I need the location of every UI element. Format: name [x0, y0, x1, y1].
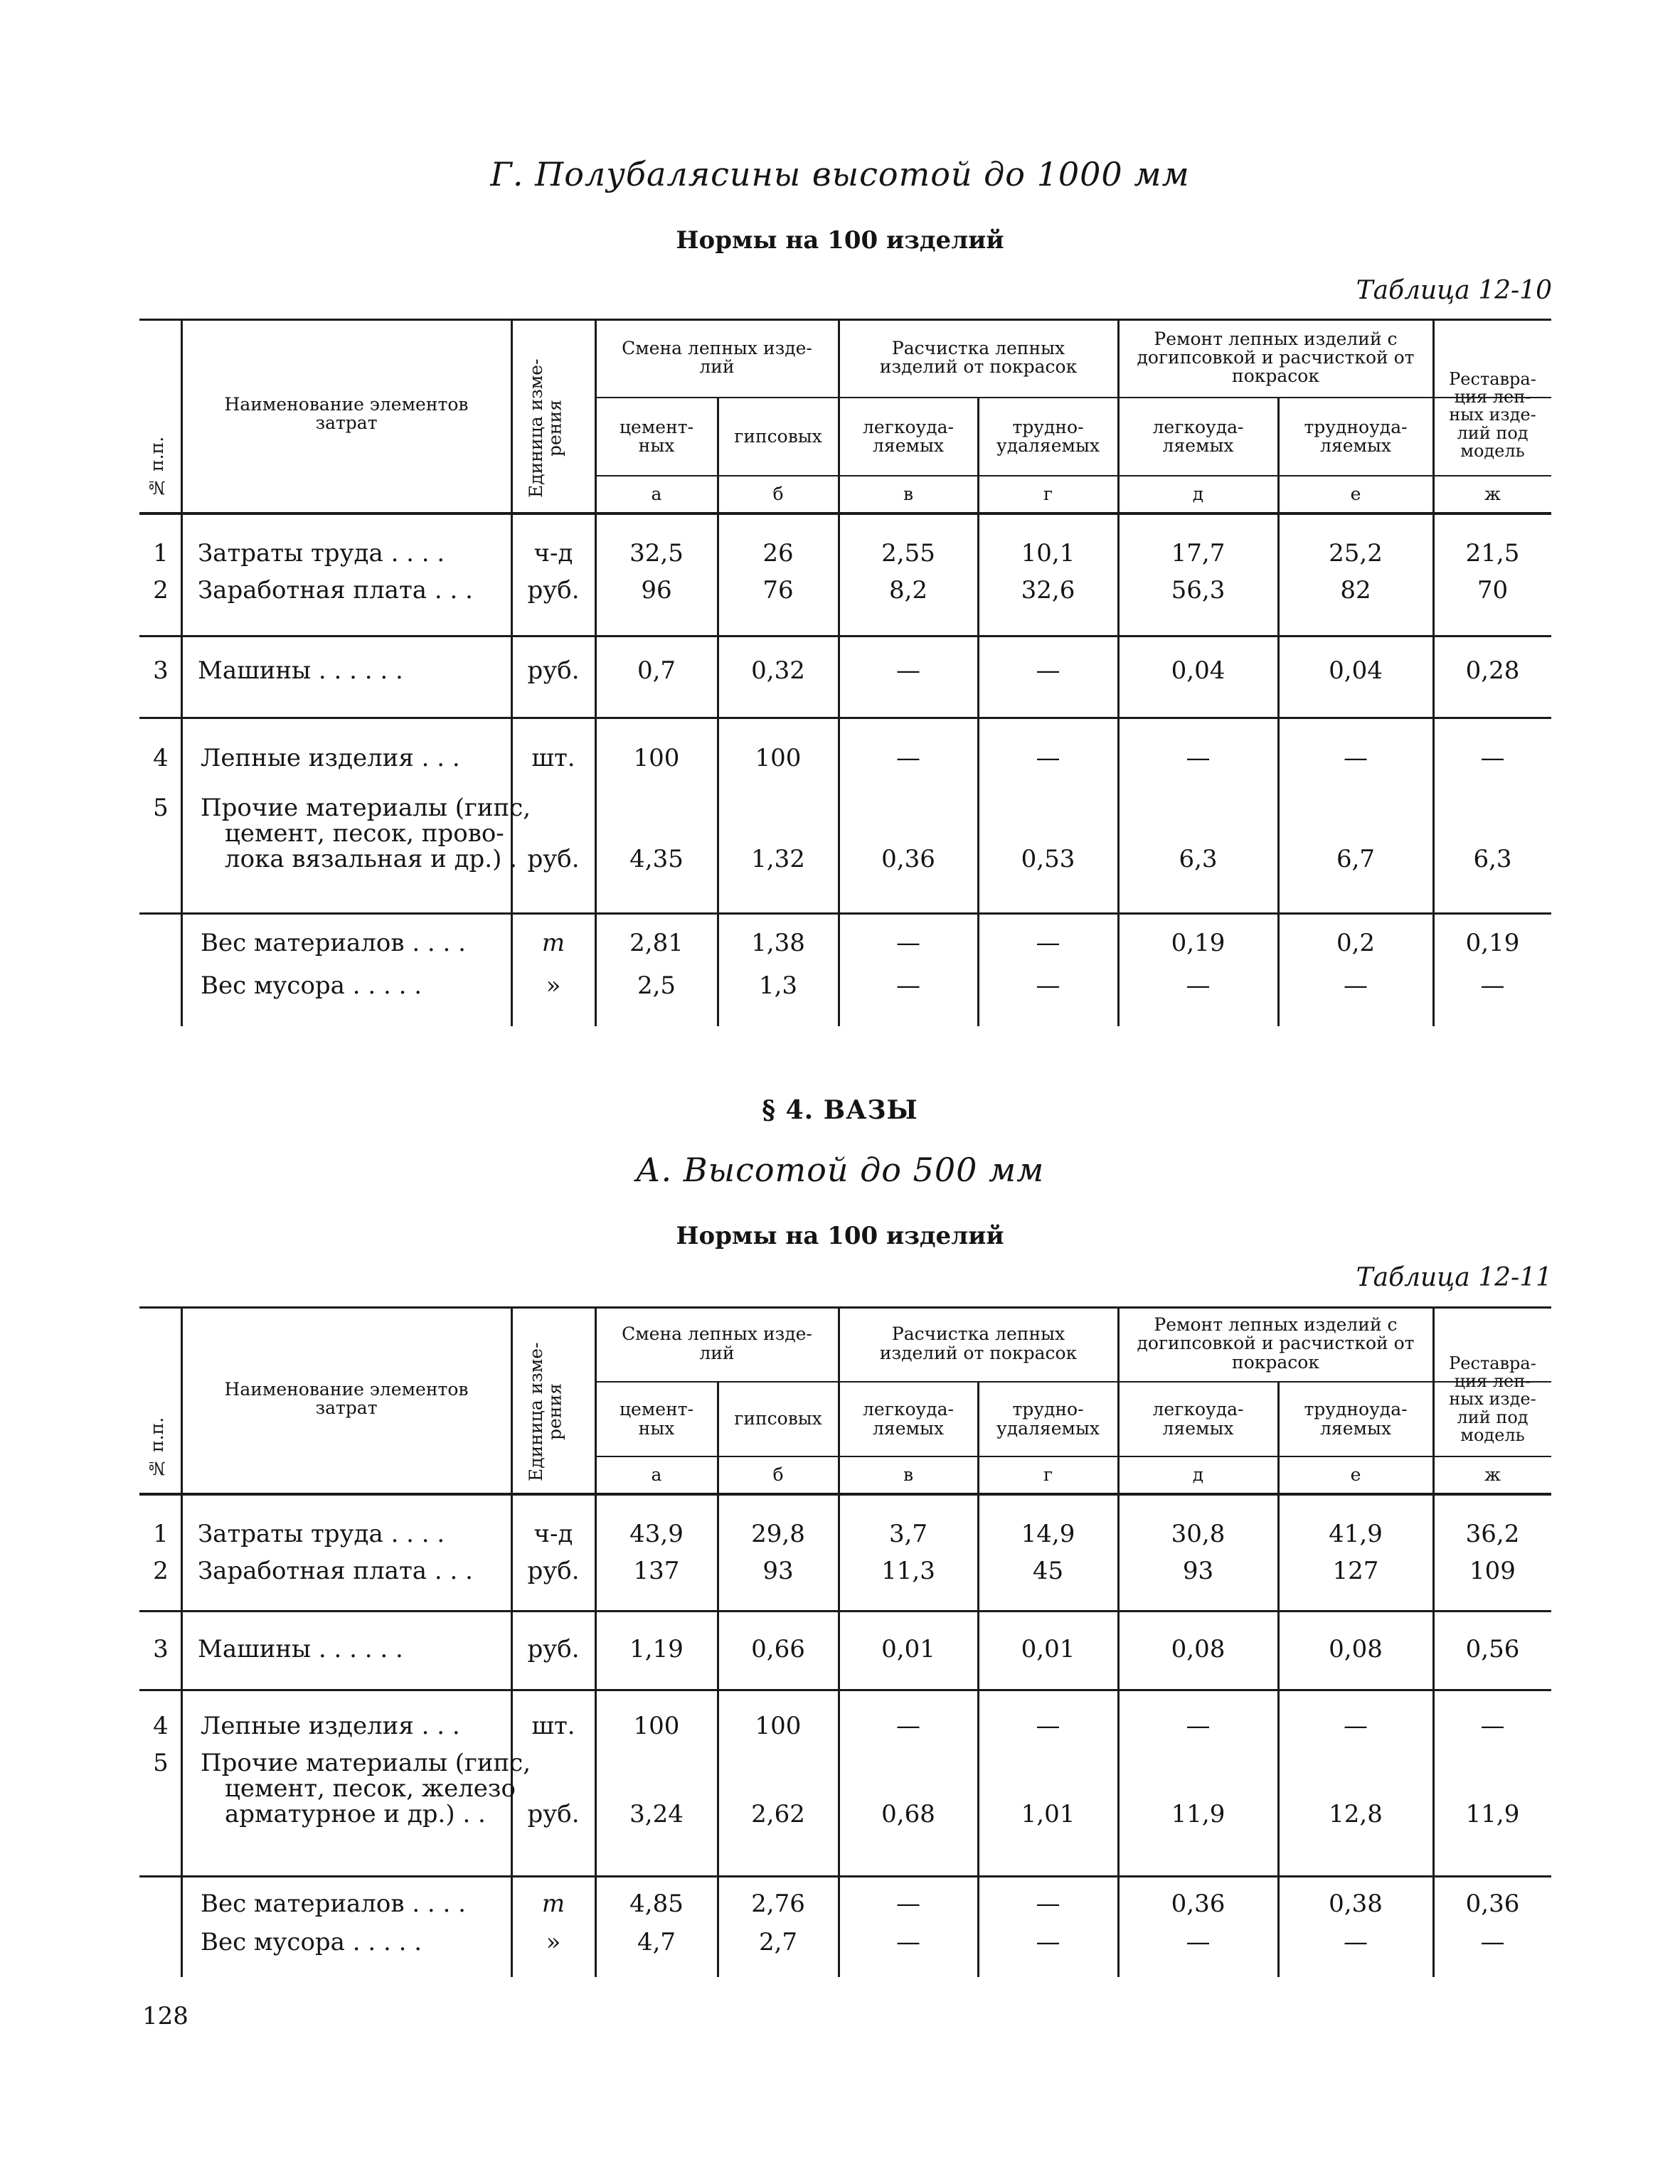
row-number: 4: [153, 744, 169, 772]
row-other-name-3: арматурное и др.) . .: [225, 1800, 486, 1828]
table-cell: 11,9: [1171, 1800, 1226, 1828]
table-cell: 1,38: [751, 929, 805, 957]
header-sub-cement: цемент-ных: [619, 1399, 694, 1439]
table-cell: 0,7: [637, 656, 676, 685]
table-cell: 6,7: [1336, 845, 1376, 873]
table-cell: 36,2: [1465, 1520, 1520, 1548]
table-cell: 0,68: [881, 1800, 935, 1828]
unit-weight: т: [541, 929, 565, 957]
header-sub-hard: трудно-удаляемых: [996, 1399, 1100, 1439]
unit-wage: руб.: [527, 576, 580, 604]
col-letter-b: б: [772, 483, 784, 504]
table-cell: 32,6: [1021, 576, 1075, 604]
row-number: 4: [153, 1712, 169, 1740]
table-cell: 70: [1477, 576, 1509, 604]
unit-molded: шт.: [531, 744, 575, 772]
col-letter-b: б: [772, 1464, 784, 1485]
table-cell: 100: [755, 744, 802, 772]
table-cell: 26: [762, 539, 794, 568]
table-cell: 1,01: [1021, 1800, 1075, 1828]
page-number: 128: [142, 2002, 188, 2030]
table-cell: 21,5: [1465, 539, 1520, 568]
unit-machines: руб.: [527, 656, 580, 685]
col-letter-e: е: [1350, 483, 1361, 504]
table-cell: 0,28: [1465, 656, 1520, 685]
row-wage-name: Заработная плата . . .: [198, 1557, 473, 1585]
header-group-replace: Смена лепных изде-лий: [622, 1323, 812, 1363]
row-weight-debris-name: Вес мусора . . . . .: [201, 971, 422, 1000]
row-wage-name: Заработная плата . . .: [198, 576, 473, 604]
table-cell: —: [1480, 1712, 1505, 1740]
header-sub-easy: легкоуда-ляемых: [863, 416, 954, 456]
table-cell: —: [1186, 971, 1211, 1000]
table-cell: 1,32: [751, 845, 805, 873]
table-number-12-10: Таблица 12-10: [1356, 276, 1552, 305]
table-cell: —: [1036, 1890, 1060, 1918]
table-cell: —: [896, 971, 920, 1000]
table-cell: —: [1036, 744, 1060, 772]
row-number: 5: [153, 1749, 169, 1777]
row-number: 1: [153, 539, 169, 568]
table-cell: —: [1480, 744, 1505, 772]
unit-other: руб.: [527, 845, 580, 873]
table-cell: 0,08: [1329, 1635, 1383, 1663]
table-cell: 127: [1332, 1557, 1379, 1585]
header-group-clean: Расчистка лепных изделий от покрасок: [879, 1323, 1078, 1363]
table-cell: 11,9: [1465, 1800, 1520, 1828]
table-12-11: [139, 1306, 1551, 1977]
table-cell: 0,04: [1171, 656, 1226, 685]
table-cell: 76: [762, 576, 794, 604]
unit-molded: шт.: [531, 1712, 575, 1740]
table-cell: 29,8: [751, 1520, 805, 1548]
header-sub-hard: трудно-удаляемых: [996, 416, 1100, 456]
table-cell: 12,8: [1329, 1800, 1383, 1828]
table-cell: 14,9: [1021, 1520, 1075, 1548]
row-other-name-3: лока вязальная и др.) .: [225, 845, 517, 873]
header-sub-easy: легкоуда-ляемых: [863, 1399, 954, 1439]
col-letter-zh: ж: [1484, 1464, 1501, 1485]
row-number: 2: [153, 576, 169, 604]
table-cell: —: [1186, 1928, 1211, 1956]
table-cell: —: [1344, 744, 1368, 772]
header-num: № п.п.: [147, 436, 167, 499]
table-cell: 4,35: [629, 845, 684, 873]
header-sub-cement: цемент-ных: [619, 416, 694, 456]
table-cell: 0,32: [751, 656, 805, 685]
table-cell: 4,7: [637, 1928, 676, 1956]
row-weight-debris-name: Вес мусора . . . . .: [201, 1928, 422, 1956]
col-letter-g: г: [1043, 483, 1053, 504]
row-machines-name: Машины . . . . . .: [198, 1635, 403, 1663]
table-cell: 0,01: [1021, 1635, 1075, 1663]
table-cell: 6,3: [1473, 845, 1512, 873]
table-cell: 93: [762, 1557, 794, 1585]
table-cell: 96: [641, 576, 672, 604]
header-sub-hard-2: трудноуда-ляемых: [1304, 416, 1408, 456]
header-group-clean: Расчистка лепных изделий от покрасок: [879, 337, 1078, 377]
table-cell: —: [1344, 1928, 1368, 1956]
col-letter-a: а: [651, 483, 662, 504]
unit-wage: руб.: [527, 1557, 580, 1585]
row-labor-name: Затраты труда . . . .: [198, 539, 445, 568]
table-cell: —: [1186, 744, 1211, 772]
row-labor-name: Затраты труда . . . .: [198, 1520, 445, 1548]
table-cell: 1,19: [629, 1635, 684, 1663]
header-unit: Единица изме-рения: [526, 1342, 565, 1481]
row-weight-materials-name: Вес материалов . . . .: [201, 1890, 466, 1918]
col-letter-v: в: [903, 483, 914, 504]
table-cell: 137: [633, 1557, 680, 1585]
header-sub-easy-2: легкоуда-ляемых: [1152, 416, 1244, 456]
header-name: Наименование элементов затрат: [224, 1379, 469, 1419]
header-sub-gypsum: гипсовых: [734, 425, 822, 447]
table-cell: 100: [755, 1712, 802, 1740]
header-sub-easy-2: легкоуда-ляемых: [1152, 1399, 1244, 1439]
table-cell: 2,55: [881, 539, 935, 568]
table-cell: 25,2: [1329, 539, 1383, 568]
row-number: 3: [153, 656, 169, 685]
row-number: 2: [153, 1557, 169, 1585]
col-letter-g: г: [1043, 1464, 1053, 1485]
table-cell: 100: [633, 1712, 680, 1740]
table-cell: 2,5: [637, 971, 676, 1000]
table-cell: —: [1036, 1712, 1060, 1740]
norms-label-2: Нормы на 100 изделий: [676, 1222, 1004, 1250]
table-cell: —: [1036, 1928, 1060, 1956]
table-cell: 0,01: [881, 1635, 935, 1663]
table-cell: 17,7: [1171, 539, 1226, 568]
table-cell: —: [896, 1890, 920, 1918]
table-cell: 0,53: [1021, 845, 1075, 873]
table-cell: 3,24: [629, 1800, 684, 1828]
header-name: Наименование элементов затрат: [224, 394, 469, 434]
table-cell: 43,9: [629, 1520, 684, 1548]
table-cell: —: [896, 744, 920, 772]
row-number: 1: [153, 1520, 169, 1548]
table-cell: 3,7: [888, 1520, 928, 1548]
header-group-repair: Ремонт лепных изделий с догипсовкой и расчисткой от покрасок: [1137, 328, 1415, 387]
table-cell: —: [1186, 1712, 1211, 1740]
row-weight-materials-name: Вес материалов . . . .: [201, 929, 466, 957]
unit-ditto: »: [546, 1928, 561, 1956]
header-group-restore: Реставра-ция леп-ных изде-лий под модель: [1449, 369, 1536, 461]
table-cell: 45: [1032, 1557, 1064, 1585]
table-cell: —: [1344, 971, 1368, 1000]
norms-label-1: Нормы на 100 изделий: [676, 226, 1004, 255]
table-cell: 100: [633, 744, 680, 772]
row-other-name-2: цемент, песок, прово-: [225, 819, 504, 848]
unit-machines: руб.: [527, 1635, 580, 1663]
table-cell: 0,56: [1465, 1635, 1520, 1663]
table-cell: 2,7: [758, 1928, 798, 1956]
table-cell: 0,2: [1336, 929, 1376, 957]
table-cell: 30,8: [1171, 1520, 1226, 1548]
table-cell: —: [896, 656, 920, 685]
header-unit: Единица изме-рения: [526, 358, 565, 498]
table-cell: 0,36: [1465, 1890, 1520, 1918]
header-group-restore: Реставра-ция леп-ных изде-лий под модель: [1449, 1353, 1536, 1445]
table-cell: 109: [1469, 1557, 1516, 1585]
table-cell: 82: [1340, 576, 1371, 604]
header-group-repair: Ремонт лепных изделий с догипсовкой и расчисткой от покрасок: [1137, 1314, 1415, 1373]
table-cell: —: [896, 1712, 920, 1740]
row-molded-name: Лепные изделия . . .: [201, 744, 460, 772]
unit-other: руб.: [527, 1800, 580, 1828]
table-cell: 0,08: [1171, 1635, 1226, 1663]
table-cell: 0,38: [1329, 1890, 1383, 1918]
row-other-name-2: цемент, песок, железо: [225, 1774, 516, 1803]
table-cell: 56,3: [1171, 576, 1226, 604]
row-other-name-1: Прочие материалы (гипс,: [201, 1749, 531, 1777]
section-g-title: Г. Полубалясины высотой до 1000 мм: [490, 155, 1190, 193]
table-cell: 41,9: [1329, 1520, 1383, 1548]
col-letter-a: а: [651, 1464, 662, 1485]
table-cell: 1,3: [758, 971, 798, 1000]
row-number: 5: [153, 794, 169, 822]
unit-labor: ч-д: [533, 539, 573, 568]
table-cell: —: [1036, 656, 1060, 685]
section-4a-title: А. Высотой до 500 мм: [635, 1151, 1045, 1189]
header-num: № п.п.: [147, 1417, 167, 1479]
header-group-replace: Смена лепных изде-лий: [622, 337, 812, 377]
table-cell: 0,19: [1171, 929, 1226, 957]
header-sub-hard-2: трудноуда-ляемых: [1304, 1399, 1408, 1439]
table-cell: 2,62: [751, 1800, 805, 1828]
unit-weight: т: [541, 1890, 565, 1918]
table-cell: —: [1480, 1928, 1505, 1956]
col-letter-v: в: [903, 1464, 914, 1485]
table-cell: 2,76: [751, 1890, 805, 1918]
row-number: 3: [153, 1635, 169, 1663]
table-cell: 8,2: [888, 576, 928, 604]
row-machines-name: Машины . . . . . .: [198, 656, 403, 685]
row-molded-name: Лепные изделия . . .: [201, 1712, 460, 1740]
table-cell: 10,1: [1021, 539, 1075, 568]
table-cell: 0,36: [1171, 1890, 1226, 1918]
table-cell: —: [1036, 971, 1060, 1000]
table-cell: 0,66: [751, 1635, 805, 1663]
col-letter-d: д: [1192, 1464, 1204, 1485]
table-cell: 0,36: [881, 845, 935, 873]
header-sub-gypsum: гипсовых: [734, 1408, 822, 1429]
col-letter-d: д: [1192, 483, 1204, 504]
table-cell: 4,85: [629, 1890, 684, 1918]
table-cell: 6,3: [1179, 845, 1218, 873]
table-cell: —: [896, 929, 920, 957]
table-number-12-11: Таблица 12-11: [1356, 1263, 1552, 1292]
table-cell: 2,81: [629, 929, 684, 957]
table-cell: —: [896, 1928, 920, 1956]
table-12-10: [139, 319, 1551, 1026]
unit-labor: ч-д: [533, 1520, 573, 1548]
table-cell: —: [1036, 929, 1060, 957]
section-4-heading: § 4. ВАЗЫ: [762, 1095, 918, 1125]
row-other-name-1: Прочие материалы (гипс,: [201, 794, 531, 822]
col-letter-zh: ж: [1484, 483, 1501, 504]
table-cell: 0,04: [1329, 656, 1383, 685]
col-letter-e: е: [1350, 1464, 1361, 1485]
unit-ditto: »: [546, 971, 561, 1000]
table-cell: 32,5: [629, 539, 684, 568]
table-cell: 11,3: [881, 1557, 935, 1585]
table-cell: —: [1480, 971, 1505, 1000]
table-cell: —: [1344, 1712, 1368, 1740]
table-cell: 93: [1182, 1557, 1214, 1585]
table-cell: 0,19: [1465, 929, 1520, 957]
